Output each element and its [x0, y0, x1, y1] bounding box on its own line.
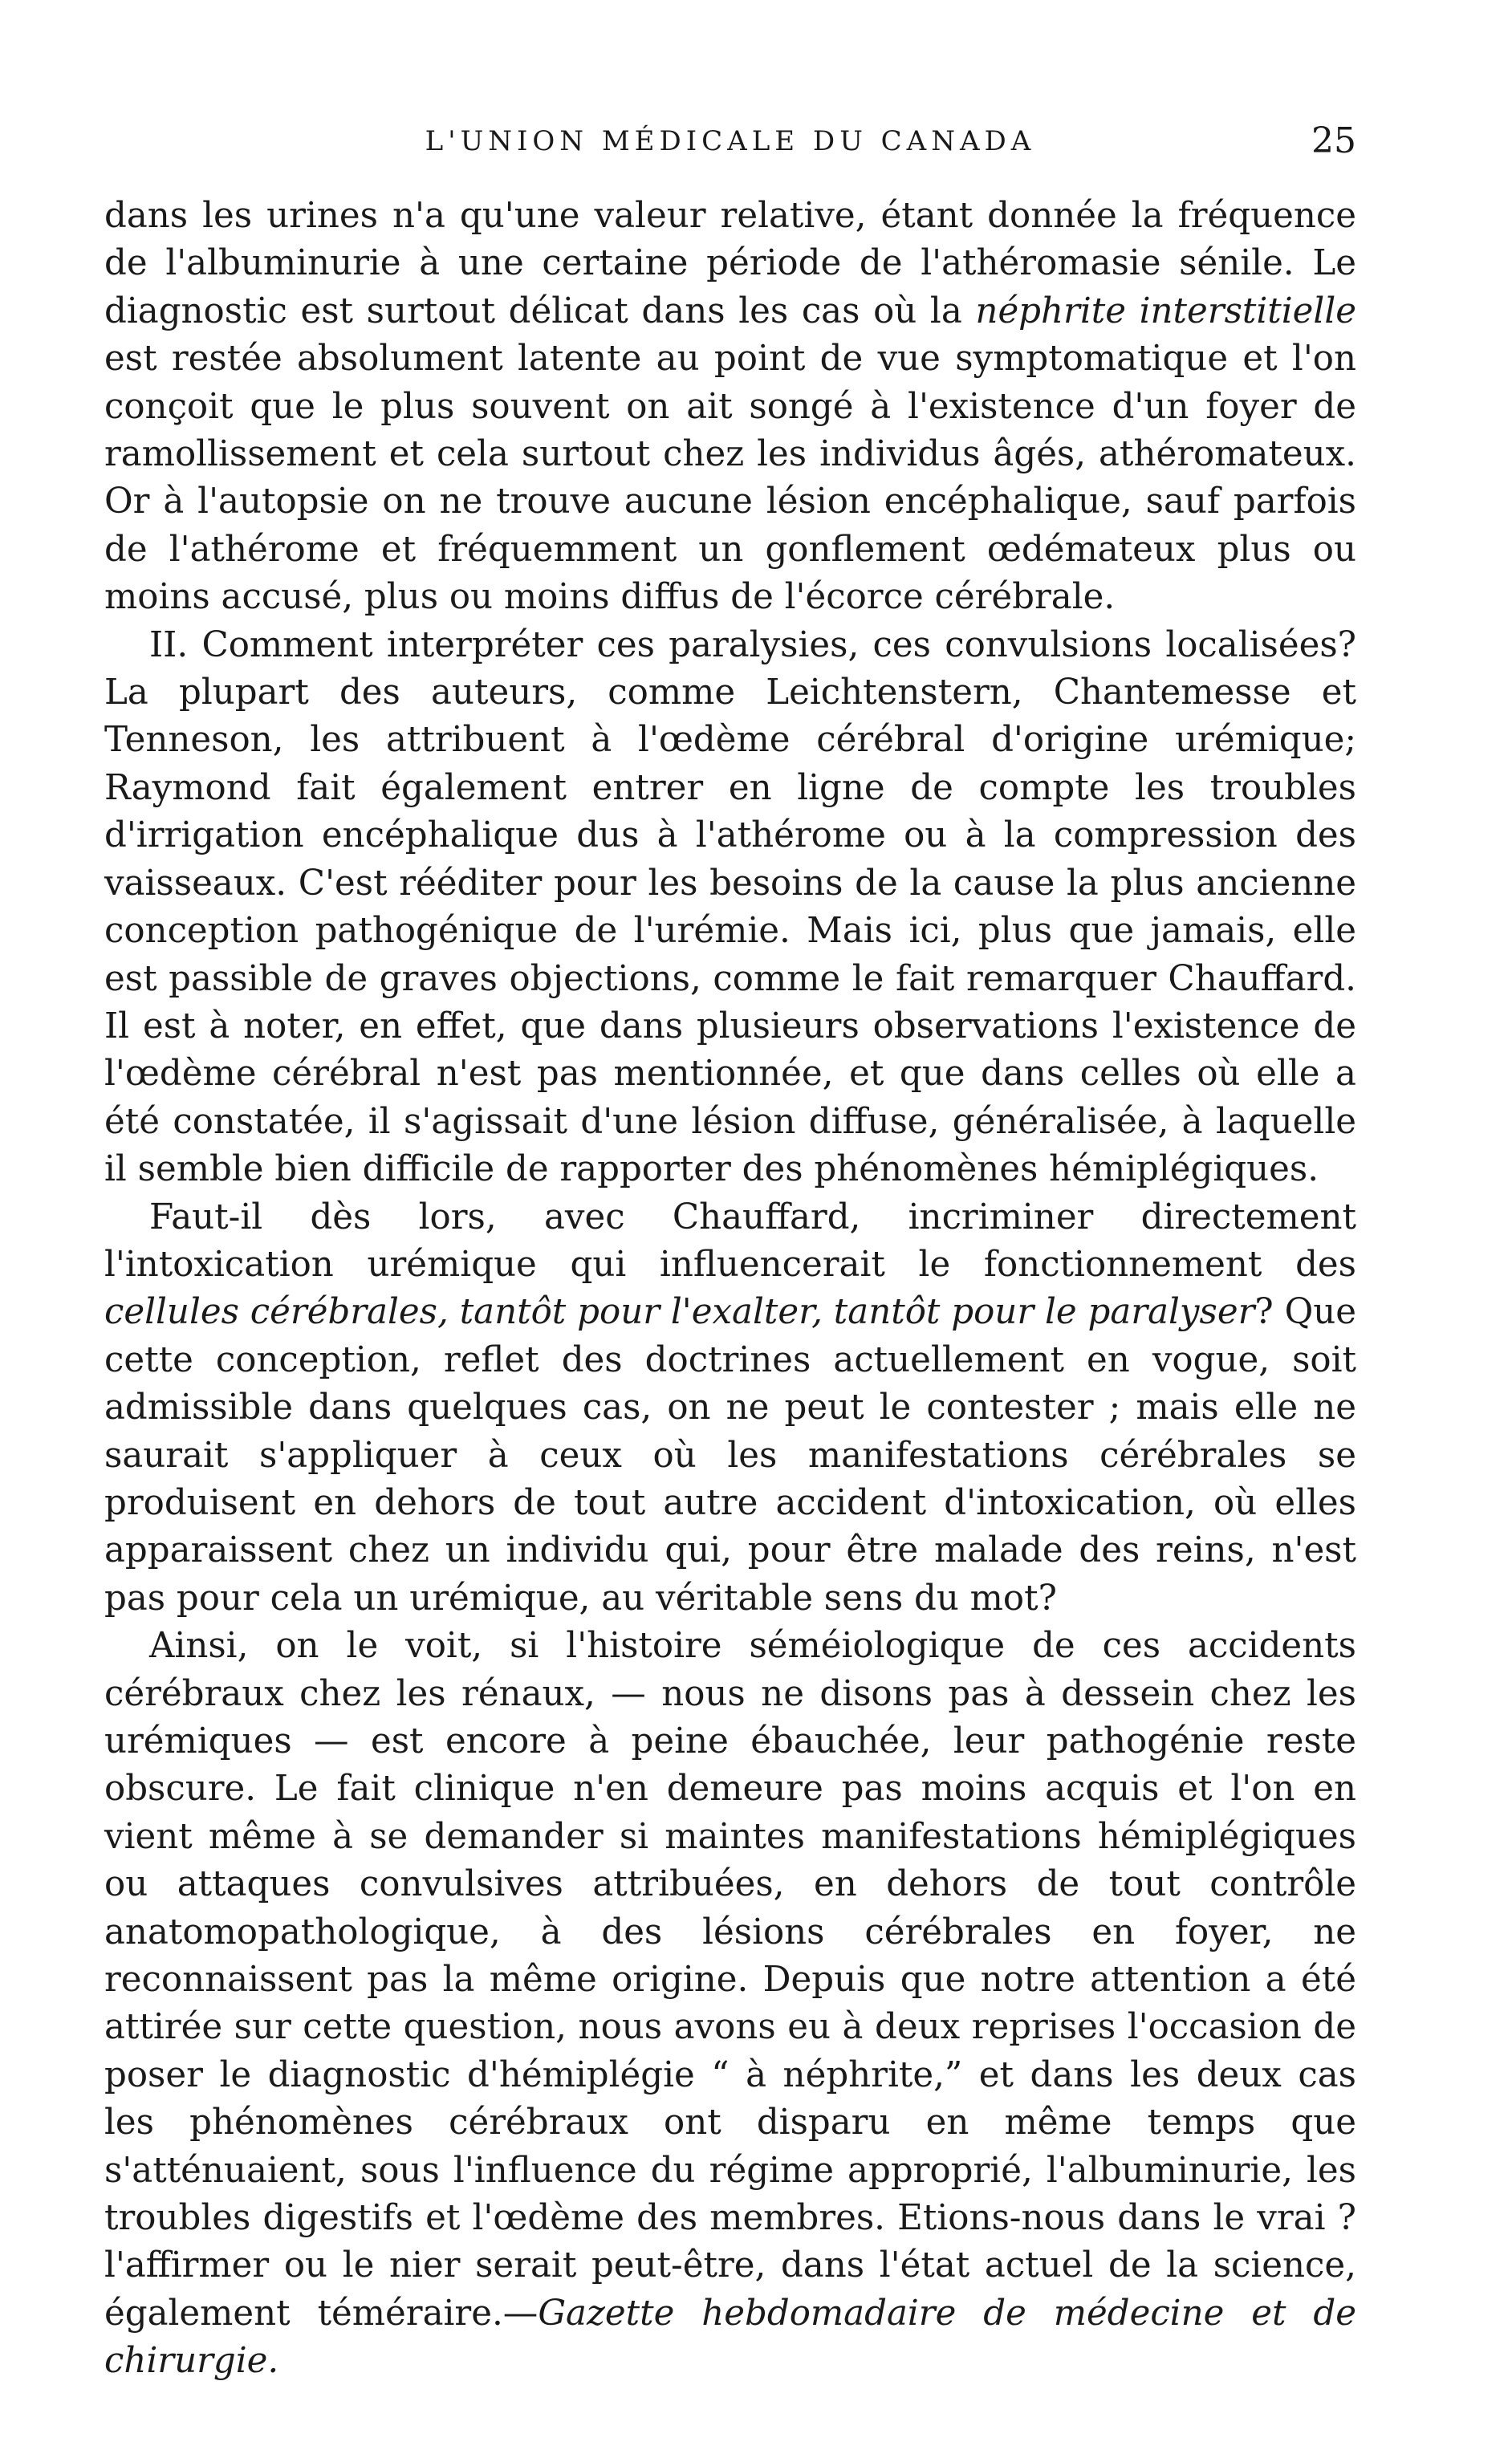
paragraph-3-end: ? Que cette conception, reflet des doctrines actuellement en vogue, soit admissible dans quelques cas, on ne peut le contester ; mais elle ne saurait s'appliquer à ceux où les manifestations cérébrales se produisent en dehors de tout autre accident d'intoxication, où elles apparaissent chez un individu qui, pour être malade des reins, n'est pas pour cela un urémique, au véritable sens du mot?: [104, 1292, 1356, 1619]
article-body: [104, 193, 1356, 2386]
source-citation: Gazette hebdomadaire de médecine et de chirurgie.: [104, 2293, 1356, 2382]
paragraph-1-italic: néphrite interstitielle: [975, 291, 1356, 331]
page-header: [104, 120, 1356, 169]
paragraph-1-end: est restée absolument latente au point de vue symptomatique et l'on conçoit que le plus souvent on ait songé à l'existence d'un foyer de ramollissement et cela surtout chez les individus âgés, athéromateux. Or à l'autopsie on ne trouve aucune lésion encéphalique, sauf parfois de l'athérome et fréquemment un gonflement œdémateux plus ou moins accusé, plus ou moins diffus de l'écorce cérébrale.: [104, 339, 1356, 618]
paragraph-4: [104, 1623, 1356, 2386]
paragraph-1: [104, 193, 1356, 622]
page: [104, 120, 1356, 2386]
paragraph-4-text: Ainsi, on le voit, si l'histoire séméiologique de ces accidents cérébraux chez les rénaux, — nous ne disons pas à dessein chez les urémiques — est encore à peine ébauchée, leur pathogénie reste obscure. Le fait clinique n'en demeure pas moins acquis et l'on en vient même à se demander si maintes manifestations hémiplégiques ou attaques convulsives attribuées, en dehors de tout contrôle anatomopathologique, à des lésions cérébrales en foyer, ne reconnaissent pas la même origine. Depuis que notre attention a été attirée sur cette question, nous avons eu à deux reprises l'occasion de poser le diagnostic d'hémiplégie “ à néphrite,” et dans les deux cas les phénomènes cérébraux ont disparu en même temps que s'atténuaient, sous l'influence du régime approprié, l'albuminurie, les troubles digestifs et l'œdème des membres. Etions-nous dans le vrai ? l'affirmer ou le nier serait peut-être, dans l'état actuel de la science, également téméraire.—: [104, 1626, 1356, 2334]
paragraph-2: II. Comment interpréter ces paralysies, ces convulsions localisées? La plupart des auteurs, comme Leichtenstern, Chantemesse et Tenneson, les attribuent à l'œdème cérébral d'origine urémique; Raymond fait également entrer en ligne de compte les troubles d'irrigation encéphalique dus à l'athérome ou à la compression des vaisseaux. C'est rééditer pour les besoins de la cause la plus ancienne conception pathogénique de l'urémie. Mais ici, plus que jamais, elle est passible de graves objections, comme le fait remarquer Chauffard. Il est à noter, en effet, que dans plusieurs observations l'existence de l'œdème cérébral n'est pas mentionnée, et que dans celles où elle a été constatée, il s'agissait d'une lésion diffuse, généralisée, à laquelle il semble bien difficile de rapporter des phénomènes hémiplégiques.: [104, 624, 1356, 1190]
page-number: 25: [1311, 120, 1356, 161]
running-title: L'UNION MÉDICALE DU CANADA: [425, 125, 1036, 157]
paragraph-3: [104, 1194, 1356, 1623]
paragraph-3-start: Faut-il dès lors, avec Chauffard, incriminer directement l'intoxication urémique qui influencerait le fonctionnement des: [104, 1197, 1356, 1285]
paragraph-1-text: dans les urines n'a qu'une valeur relative, étant donnée la fréquence de l'albuminurie à une certaine période de l'athéromasie sénile. Le diagnostic est surtout délicat dans les cas où la: [104, 196, 1356, 331]
paragraph-3-italic: cellules cérébrales, tantôt pour l'exalter, tantôt pour le paralyser: [104, 1292, 1255, 1333]
